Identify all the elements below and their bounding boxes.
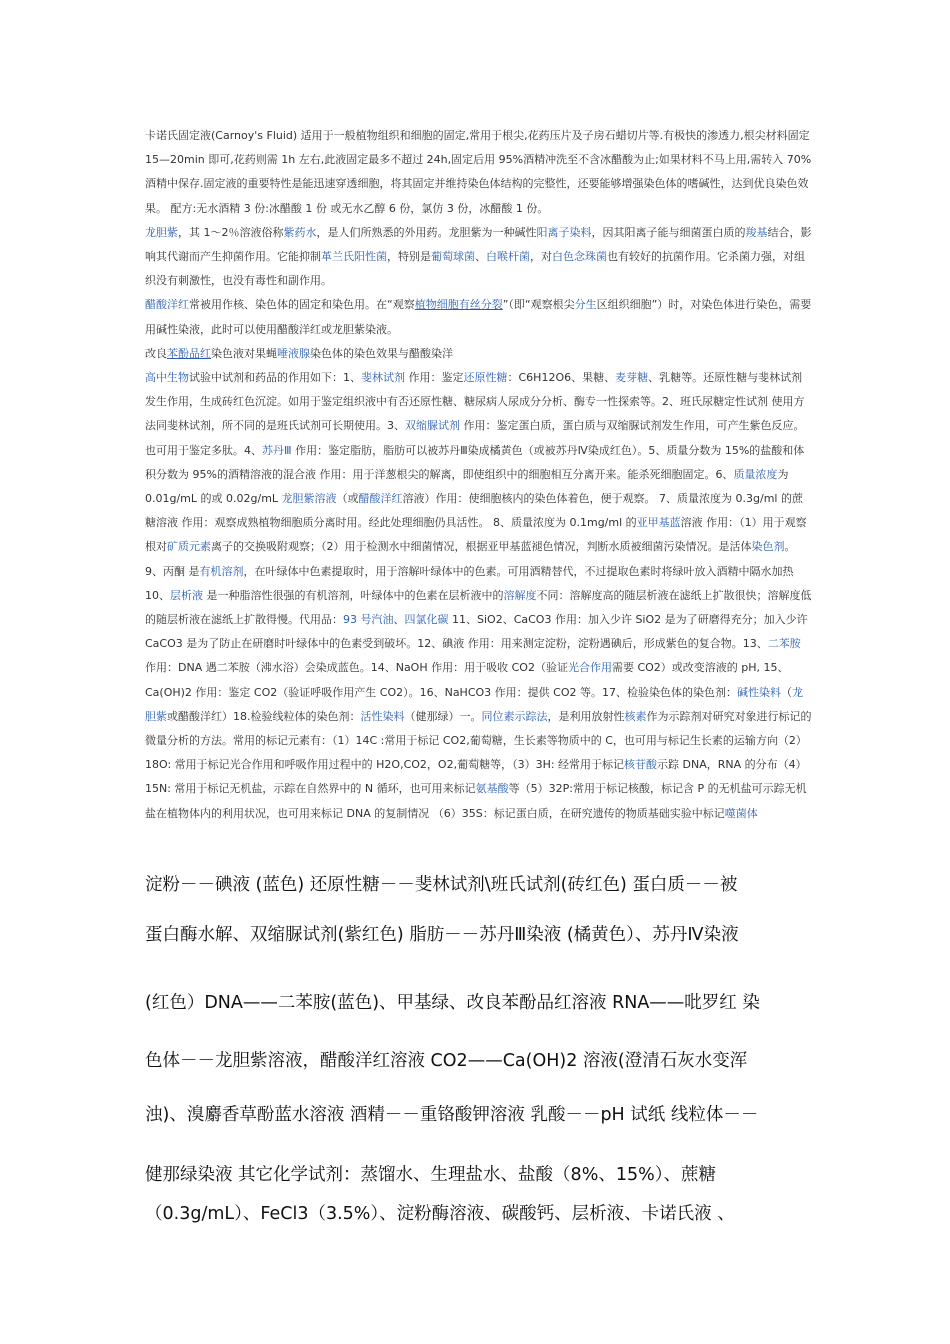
text-segment: ，是人们所熟悉的外用药。龙胆紫为一种碱性 — [316, 225, 537, 239]
large-line: (红色）DNA——二苯胺(蓝色)、甲基绿、改良苯酚品红溶液 RNA——吡罗红 染 — [145, 993, 760, 1013]
text-segment: 等（5）32P:常用于标记核酸，标记含 P 的无机盐可示踪无机盐在植物体内的利用状况，也可用来标记 DNA 的复制情况 （6）35S：标记蛋白质，在研究遗传的物质基础实验中标记 — [145, 782, 807, 820]
term-link[interactable]: 阳离子染料 — [536, 225, 592, 239]
term-link[interactable]: 亚甲基蓝 — [636, 516, 681, 530]
text-segment: 作用：DNA 遇二苯胺（沸水浴）会染成蓝色。14、NaOH 作用：用于吸收 CO2（验证 — [145, 661, 568, 675]
text-segment: ”（即“观察根尖 — [502, 298, 575, 312]
term-link[interactable]: 光合作用 — [567, 661, 612, 675]
paragraph-carnoy — [145, 124, 813, 221]
paragraph-aceto-carmine — [145, 293, 813, 341]
text-segment: （或 — [336, 492, 359, 506]
term-link[interactable]: 双缩脲试剂 — [405, 419, 460, 433]
body-text-large — [145, 868, 813, 1234]
text-segment: 常被用作核、染色体的固定和染色用。在“观察 — [189, 298, 415, 312]
text-segment: 作用：鉴定蛋白质，蛋白质与双缩脲试剂发生作用，可产生紫色反应。也可用于鉴定多肽。4、 — [145, 419, 805, 457]
term-link[interactable]: 同位素示踪法 — [481, 709, 548, 723]
term-link[interactable]: 斐林试剂 — [361, 371, 405, 385]
term-link[interactable]: 白喉杆菌 — [486, 250, 530, 264]
text-segment: 改良 — [145, 346, 167, 360]
term-link[interactable]: 还原性糖 — [463, 371, 508, 385]
text-segment: 卡诺氏固定液(Carnoy's Fluid) 适用于一般植物组织和细胞的固定,常用于根尖,花药压片及子房石蜡切片等.有极快的渗透力,根尖材料固定 15—20min 即可,花药则需 1h 左右,此液固定最多不超过 24h,固定后用 95%酒精冲洗至不含冰醋酸为止;如果材料不马上用,需转入 70%酒精中保存.固定液的重要特性是能迅速穿透细胞，将其固定并维持染色体结构的完整性，还要能够增强染色体的嗜碱性，达到优良染色效果。 配方:无水酒精 3 份:冰醋酸 1 份 或无水乙醇 6 份，氯仿 3 份，冰醋酸 1 份。 — [145, 129, 812, 215]
paragraph-reagents — [145, 366, 813, 826]
term-link[interactable]: 核苷酸 — [624, 758, 658, 772]
body-text-small — [145, 124, 813, 826]
text-segment: 作用：鉴定 — [405, 371, 464, 385]
term-link[interactable]: 矿质元素 — [167, 540, 211, 554]
text-segment: ，因其阳离子能与细菌蛋白质的 — [591, 225, 746, 239]
term-link[interactable]: 唾液腺 — [277, 346, 310, 360]
text-segment: 、乳糖等。还原性糖与斐林试剂发生作用，生成砖红色沉淀。如用于鉴定组织液中有否还原性糖、糖尿病人尿成分分析、酶专一性探索等。2、班氏尿糖定性试剂 使用方法同斐林试剂，所不同的是班氏试剂可长期使用。3、 — [145, 371, 805, 433]
term-link[interactable]: 质量浓度 — [733, 467, 778, 481]
term-link[interactable]: 葡萄球菌 — [431, 250, 475, 264]
text-segment: 染色液对果蝇 — [211, 346, 277, 360]
term-link[interactable]: 染色剂 — [751, 540, 785, 554]
text-segment: 离子的交换吸附观察；（2）用于检测水中细菌情况，根据亚甲基蓝褪色情况，判断水质被细菌污染情况。是活体 — [211, 540, 752, 554]
large-line: 蛋白酶水解、双缩脲试剂(紫红色) 脂肪－－苏丹Ⅲ染液 (橘黄色）、苏丹Ⅳ染液 — [145, 925, 739, 945]
term-link[interactable]: 核素 — [624, 709, 647, 723]
text-segment: 区组织细胞”）时，对染色体进行染色，需要用碱性染液，此时可以使用醋酸洋红或龙胆紫染液。 — [145, 298, 812, 336]
text-segment: （ — [781, 685, 792, 699]
text-segment: 或醋酸洋红）18.检验线粒体的染色剂： — [167, 709, 361, 723]
text-segment: ，其 1～2％溶液俗称 — [178, 225, 284, 239]
term-link[interactable]: 二苯胺 — [767, 637, 801, 651]
term-link[interactable]: 分生 — [574, 298, 597, 312]
text-segment: ，特别是 — [387, 250, 431, 264]
text-segment: （健那绿）一。 — [404, 709, 482, 723]
text-segment: 、 — [475, 250, 486, 264]
text-segment: 结合，影响其代谢而产生抑菌作用。它能抑制 — [145, 225, 812, 264]
text-segment: 、 — [393, 613, 405, 627]
text-segment: 示踪 DNA，RNA 的分布（4）15N: 常用于标记无机盐，示踪在自然界中的 N 循环，也可用来标记 — [145, 758, 807, 796]
text-segment: ，对 — [530, 250, 552, 264]
text-segment: 溶液 作用：（1）用于观察根对 — [145, 516, 807, 554]
term-link[interactable]: 苯酚品红 — [167, 346, 211, 360]
term-link[interactable]: 碱性染料 — [737, 685, 781, 699]
term-link[interactable]: 麦芽糖 — [615, 371, 649, 385]
term-link[interactable]: 醋酸洋红 — [145, 298, 189, 312]
text-segment: ，是利用放射性 — [547, 709, 625, 723]
large-line: （0.3g/mL）、FeCl3（3.5%）、淀粉酶溶液、碳酸钙、层析液、卡诺氏液 、 — [145, 1204, 735, 1224]
text-segment: 作为示踪剂对研究对象进行标记的微量分析的方法。常用的标记元素有：（1）14C :常用于标记 CO2,葡萄糖，生长素等物质中的 C，也可用与标记生长素的运输方向（2）18O: 常用于标记光合作用和呼吸作用过程中的 H2O,CO2，O2,葡萄糖等，（3）3H: 经常用于标记 — [145, 709, 812, 772]
term-link[interactable]: 羧基 — [745, 225, 768, 239]
term-link[interactable]: 龙胆紫 — [145, 225, 178, 239]
large-line: 浊)、溴麝香草酚蓝水溶液 酒精－－重铬酸钾溶液 乳酸－－pH 试纸 线粒体－－ — [145, 1105, 759, 1125]
term-link[interactable]: 氨基酸 — [475, 782, 509, 796]
text-segment: 作用：鉴定脂肪，脂肪可以被苏丹Ⅲ染成橘黄色（或被苏丹Ⅳ染成红色）。5、质量分数为 15%的盐酸和体积分数为 95%的酒精溶液的混合液 作用：用于洋葱根尖的解离，即使组织中的细胞相互分离开来。能杀死细胞固定。6、 — [145, 443, 805, 481]
paragraph-gentian-violet — [145, 221, 813, 294]
text-segment: 需要 CO2）或改变溶液的 pH, 15、Ca(OH)2 作用：鉴定 CO2（验证呼吸作用产生 CO2）。16、NaHCO3 作用：提供 CO2 等。17、检验染色体的染色剂： — [145, 661, 789, 699]
text-segment: 是一种脂溶性很强的有机溶剂，叶绿体中的色素在层析液中的 — [203, 588, 504, 602]
text-segment: 11、SiO2、CaCO3 作用：加入少许 SiO2 是为了研磨得充分；加入少许 CaCO3 是为了防止在研磨时叶绿体中的色素受到破坏。12、碘液 作用：用来测定淀粉，淀粉遇碘后，形成紫色的复合物。13、 — [145, 613, 808, 651]
large-line: 淀粉－－碘液 (蓝色) 还原性糖－－斐林试剂\班氏试剂(砖红色) 蛋白质－－被 — [145, 875, 738, 895]
term-link[interactable]: 活性染料 — [360, 709, 405, 723]
term-link[interactable]: 革兰氏阳性菌 — [321, 250, 387, 264]
text-segment: ：C6H12O6、果糖、 — [507, 371, 616, 385]
term-link[interactable]: 龙胆紫溶液 — [281, 492, 337, 506]
term-link[interactable]: 四氯化碳 — [404, 613, 449, 627]
term-link[interactable]: 植物细胞有丝分裂 — [414, 298, 503, 312]
text-segment: 试验中试剂和药品的作用如下：1、 — [189, 371, 361, 385]
term-link[interactable]: 有机溶剂 — [199, 564, 244, 578]
large-line: 色体－－龙胆紫溶液，醋酸洋红溶液 CO2——Ca(OH)2 溶液(澄清石灰水变浑 — [145, 1051, 748, 1071]
term-link[interactable]: 苏丹Ⅲ — [262, 443, 292, 457]
term-link[interactable]: 醋酸洋红 — [358, 492, 403, 506]
paragraph-carbol-fuchsin — [145, 342, 813, 366]
term-link[interactable]: 白色念珠菌 — [552, 250, 607, 264]
term-link[interactable]: 溶解度 — [503, 588, 537, 602]
text-segment: 染色体的染色效果与醋酸染洋 — [310, 346, 453, 360]
term-link[interactable]: 93 号汽油 — [343, 613, 394, 627]
term-link[interactable]: 层析液 — [170, 588, 203, 602]
text-segment: 也有较好的抗菌作用。它杀菌力强，对组织没有刺激性，也没有毒性和副作用。 — [145, 250, 805, 288]
large-line: 健那绿染液 其它化学试剂：蒸馏水、生理盐水、盐酸（8%、15%）、蔗糖 — [145, 1165, 716, 1185]
term-link[interactable]: 龙胆紫 — [145, 685, 803, 723]
term-link[interactable]: 高中生物 — [145, 371, 189, 385]
term-link[interactable]: 噬菌体 — [724, 806, 758, 820]
text-segment: 。9、丙酮 是 — [145, 540, 796, 578]
text-segment: 为 0.01g/mL 的或 0.02g/mL — [145, 467, 789, 506]
text-segment: ，在叶绿体中色素提取时，用于溶解叶绿体中的色素。可用酒精替代，不过提取色素时将绿叶放入酒精中隔水加热 10、 — [145, 564, 794, 602]
text-segment: 不同：溶解度高的随层析液在滤纸上扩散很快；溶解度低的随层析液在滤纸上扩散得慢。代用品： — [145, 588, 812, 627]
text-segment: 溶液）作用：使细胞核内的染色体着色，便于观察。 7、质量浓度为 0.3g/ml 的蔗糖溶液 作用：观察成熟植物细胞质分离时用。经此处理细胞仍具活性。 8、质量浓度为 0.1mg/ml 的 — [145, 492, 803, 530]
term-link[interactable]: 紫药水 — [283, 225, 317, 239]
